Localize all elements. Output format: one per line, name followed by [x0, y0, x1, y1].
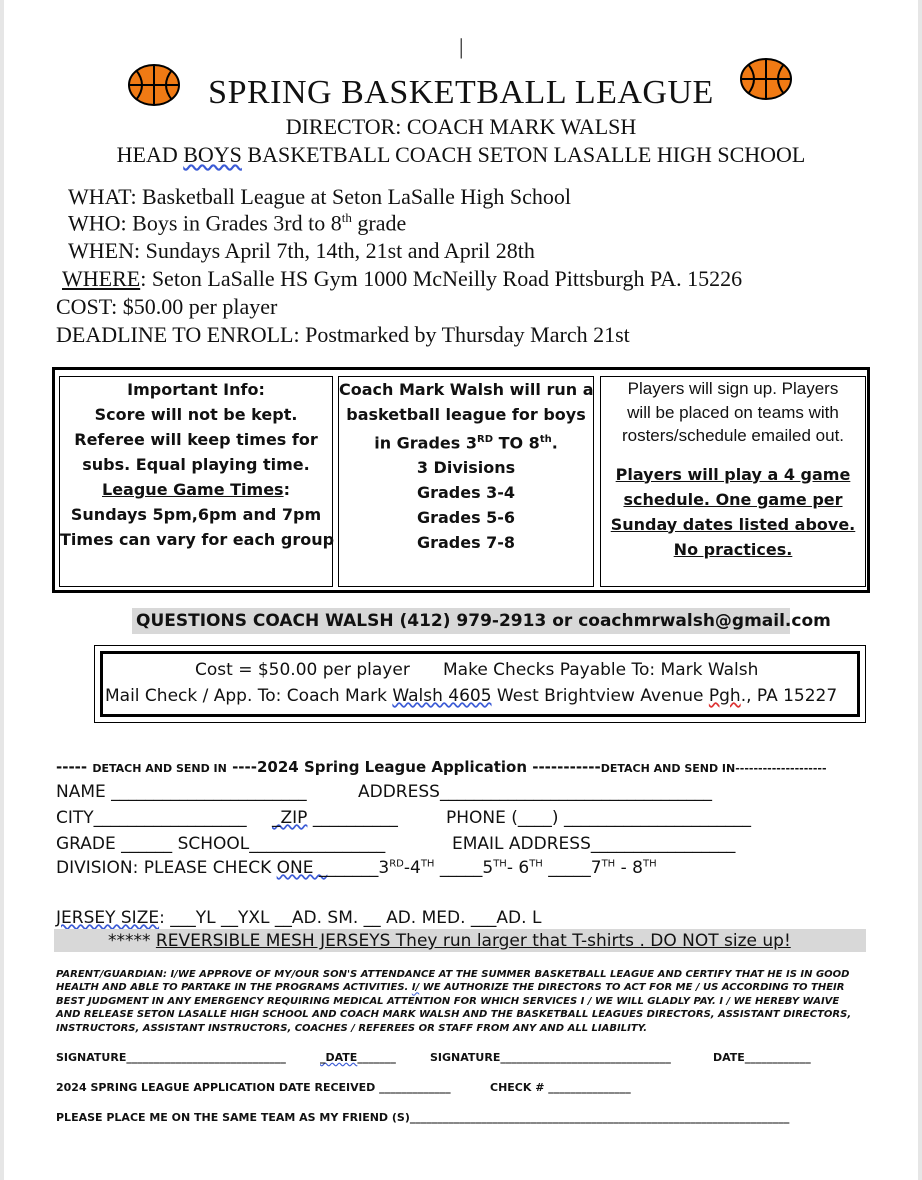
detach-line: [56, 758, 827, 776]
grades-text: TO 8: [493, 433, 540, 453]
detach-label: DETACH AND SEND IN: [92, 762, 227, 775]
waiver-text: I/: [411, 982, 420, 994]
payment-payable: Make Checks Payable To: Mark Walsh: [443, 660, 759, 680]
info-col1-line: Referee will keep times for: [74, 430, 318, 449]
where-label: WHERE: [62, 266, 141, 291]
grades-sup: th: [539, 434, 552, 445]
city-field[interactable]: CITY__________________: [56, 808, 247, 828]
info-col1-line: Times can vary for each group: [60, 530, 335, 549]
waiver-text: WE AUTHORIZE THE DIRECTORS TO ACT FOR ME / US ACCORDING TO THEIR: [419, 982, 845, 994]
info-col3-line: Sunday dates listed above.: [610, 514, 856, 534]
mail-text: Mail Check / App. To: Coach Mark: [105, 686, 393, 706]
info-col3-line: will be placed on teams with: [627, 402, 839, 422]
page-title: SPRING BASKETBALL LEAGUE: [208, 74, 714, 111]
who-pre: WHO: Boys in Grades 3rd to 8: [68, 210, 342, 236]
zip-label: _ZIP: [272, 808, 308, 828]
date-label: _DATE: [320, 1051, 358, 1064]
director-line: DIRECTOR: COACH MARK WALSH: [285, 114, 637, 139]
sup: TH: [529, 858, 543, 870]
grades-sup: RD: [477, 434, 494, 445]
deadline-line: DEADLINE TO ENROLL: Postmarked by Thursday March 21st: [56, 322, 630, 347]
sup: TH: [601, 858, 616, 870]
waiver-text: HEALTH AND ABLE TO PARTAKE IN THE PROGRAMS ACTIVITIES.: [56, 982, 412, 994]
info-col3-line: Players will sign up. Players: [627, 379, 839, 398]
info-col2-line: Grades 5-6: [416, 508, 516, 528]
address-field[interactable]: ADDRESS________________________________: [358, 782, 712, 802]
info-col1-line: Sundays 5pm,6pm and 7pm: [70, 505, 322, 524]
info-col2-line: basketball league for boys: [346, 405, 586, 424]
date-field-1[interactable]: [320, 1051, 396, 1064]
where-rest: : Seton LaSalle HS Gym 1000 McNeilly Road Pittsburgh PA. 15226: [140, 266, 743, 291]
head-coach-post: BASKETBALL COACH SETON LASALLE HIGH SCHOOL: [241, 142, 806, 167]
info-col3-line: Players will play a 4 game: [615, 464, 851, 484]
grades-text: .: [551, 433, 558, 453]
sup: TH: [642, 858, 657, 870]
jersey-size-field[interactable]: [56, 908, 541, 928]
info-col3-line: rosters/schedule emailed out.: [621, 426, 845, 445]
detach-label: DETACH AND SEND IN: [600, 762, 736, 775]
jersey-note-stars: *****: [108, 931, 156, 951]
waiver-line: PARENT/GUARDIAN: I/WE APPROVE OF MY/OUR SON'S ATTENDANCE AT THE SUMMER BASKETBALL LEAGUE AND CERTIFY THAT HE IS IN GOOD: [56, 969, 850, 980]
info-col2-line: [339, 427, 593, 455]
left-page-edge: [0, 0, 4, 1180]
check-number-field[interactable]: CHECK # _______________: [490, 1081, 631, 1094]
who-post: grade: [351, 210, 407, 236]
jersey-size-options[interactable]: : ___YL __YXL __AD. SM. __ AD. MED. ___AD. L: [159, 908, 542, 928]
who-sup: th: [341, 210, 352, 225]
questions-text: QUESTIONS COACH WALSH (412) 979-2913 or coachmrwalsh@gmail.com: [136, 611, 831, 631]
division-option-7-8[interactable]: - 8: [615, 858, 643, 878]
sup: RD: [389, 858, 404, 870]
signature-field-1[interactable]: SIGNATURE_____________________________: [56, 1051, 286, 1064]
friend-request-field[interactable]: PLEASE PLACE ME ON THE SAME TEAM AS MY FRIEND (S)_____________________________________________________________________: [56, 1111, 790, 1124]
league-game-times-label: League Game Times: [102, 480, 284, 499]
what-line: WHAT: Basketball League at Seton LaSalle High School: [68, 184, 571, 209]
parent-waiver: [56, 968, 866, 1035]
signature-field-2[interactable]: SIGNATURE_______________________________: [430, 1051, 671, 1064]
waiver-line: [56, 981, 866, 994]
sup: TH: [493, 858, 507, 870]
info-column-divisions: [338, 376, 594, 587]
waiver-line: INSTRUCTORS, ASSISTANT INSTRUCTORS, COACHES / REFEREES OR STAFF FROM ANY AND ALL LIABILITY.: [56, 1022, 648, 1034]
info-col1-line: Score will not be kept.: [94, 405, 298, 424]
division-field[interactable]: [56, 858, 657, 878]
jersey-size-label: JERSEY SIZE: [56, 908, 160, 928]
head-coach-pre: HEAD: [116, 142, 184, 167]
jersey-note-text: REVERSIBLE MESH JERSEYS They run larger that T-shirts . DO NOT size up!: [155, 931, 791, 951]
info-box: [52, 367, 870, 593]
email-field[interactable]: EMAIL ADDRESS_________________: [452, 834, 736, 854]
when-line: WHEN: Sundays April 7th, 14th, 21st and April 28th: [68, 238, 535, 263]
jersey-note: [108, 931, 791, 951]
zip-line: __________: [307, 808, 398, 828]
info-col2-line: Coach Mark Walsh will run a: [339, 380, 594, 399]
info-col1-line: [60, 477, 332, 502]
head-coach-boys: BOYS: [183, 142, 242, 167]
info-col2-line: Grades 7-8: [416, 533, 516, 553]
detach-dashes: -----: [56, 758, 93, 776]
cost-line: COST: $50.00 per player: [56, 294, 278, 319]
info-column-schedule: [600, 376, 866, 587]
info-col2-line: Grades 3-4: [416, 483, 516, 503]
info-column-important: [59, 376, 333, 587]
sup: TH: [420, 858, 435, 870]
division-option-5-6[interactable]: _____5: [434, 858, 494, 878]
payment-cost: Cost = $50.00 per player: [195, 660, 410, 680]
mail-city: Pgh: [708, 686, 741, 706]
date-received-field[interactable]: 2024 SPRING LEAGUE APPLICATION DATE RECEIVED _____________: [56, 1081, 451, 1094]
grade-school-field[interactable]: GRADE ______ SCHOOL________________: [56, 834, 386, 854]
text-cursor-mark: |: [459, 34, 464, 59]
phone-field[interactable]: PHONE (____) ______________________: [446, 808, 751, 828]
info-col1-line: Important Info:: [127, 380, 265, 399]
zip-field[interactable]: [272, 808, 398, 828]
head-coach-line: [0, 142, 922, 168]
division-line: ______: [327, 858, 379, 878]
colon: :: [283, 480, 290, 499]
waiver-line: BEST JUDGMENT IN ANY EMERGENCY REQUIRING MEDICAL ATTENTION FOR WHICH SERVICES I / WE WILL GLADLY PAY. I / WE HEREBY WAIVE: [56, 995, 840, 1007]
info-col2-line: 3 Divisions: [416, 458, 516, 478]
date-line: _______: [357, 1051, 396, 1064]
mail-text: ., PA 15227: [740, 686, 838, 706]
mail-text: West Brightview Avenue: [491, 686, 709, 706]
waiver-line: AND RELEASE SETON LASALLE HIGH SCHOOL AND COACH MARK WALSH AND THE BASKETBALL LEAGUES DIRECTORS, ASSISTANT DIRECTORS,: [56, 1009, 852, 1021]
detach-dashes: --------------------: [735, 762, 827, 775]
grades-text: in Grades 3: [374, 433, 477, 453]
division-option-7-8[interactable]: _____7: [542, 858, 602, 878]
right-page-edge: [918, 0, 922, 1180]
division-option-5-6[interactable]: - 6: [506, 858, 530, 878]
payment-mail: [105, 686, 837, 706]
payment-box: [94, 645, 866, 723]
division-option-3-4[interactable]: -4: [403, 858, 421, 878]
questions-contact: [132, 608, 831, 634]
info-col1-line: subs. Equal playing time.: [82, 455, 310, 474]
division-label: DIVISION: PLEASE CHECK: [56, 858, 277, 878]
info-col3-line: No practices.: [673, 539, 793, 559]
division-option-3-4[interactable]: 3: [378, 858, 390, 878]
where-line: [62, 266, 742, 292]
who-line: [68, 210, 406, 236]
date-field-2[interactable]: DATE____________: [713, 1051, 811, 1064]
name-field[interactable]: NAME _______________________: [56, 782, 307, 802]
mail-street-number: Walsh 4605: [392, 686, 492, 706]
application-title: ----2024 Spring League Application -----------: [226, 758, 601, 776]
division-one: ONE _: [276, 858, 328, 878]
info-col3-line: schedule. One game per: [623, 489, 843, 509]
